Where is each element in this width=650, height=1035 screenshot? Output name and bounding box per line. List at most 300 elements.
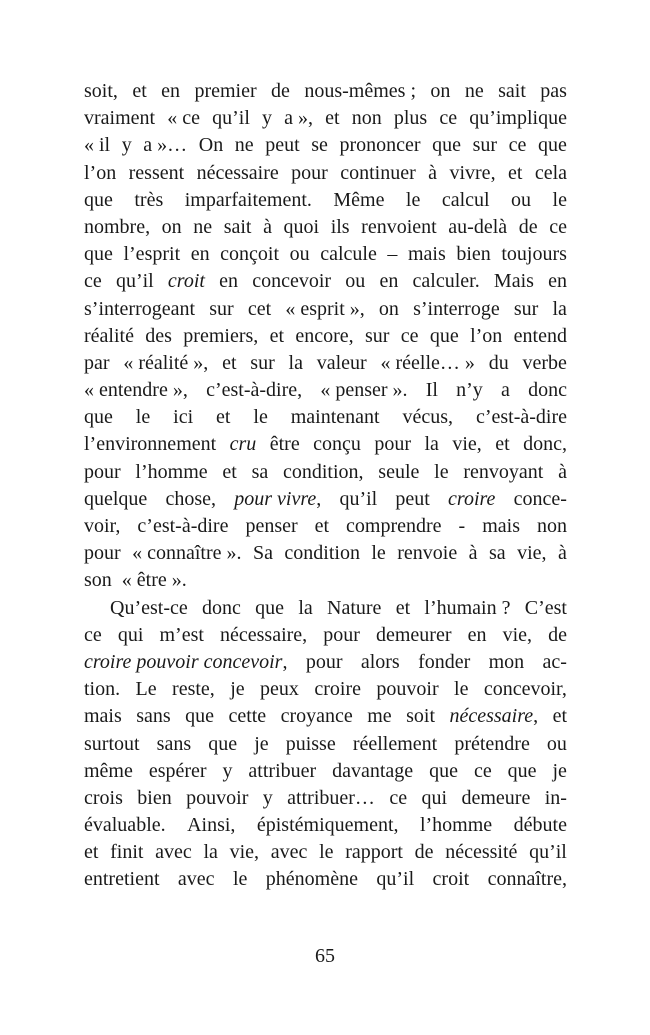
word: à xyxy=(557,542,567,565)
word-group xyxy=(397,540,457,567)
word-group xyxy=(283,459,364,486)
word-group xyxy=(426,377,438,404)
word: rapport xyxy=(345,841,403,864)
word: ici xyxy=(173,406,194,429)
text-line xyxy=(84,105,567,132)
word-group xyxy=(219,268,238,295)
word-group xyxy=(168,268,205,295)
word-group xyxy=(535,160,567,187)
word: davantage xyxy=(332,759,414,782)
word: condition, xyxy=(283,460,364,483)
word-group xyxy=(253,404,267,431)
text-line xyxy=(84,459,567,486)
word-group xyxy=(340,132,421,159)
word-group xyxy=(548,622,567,649)
word-group xyxy=(374,431,411,458)
word-group xyxy=(489,649,525,676)
word-group xyxy=(84,214,150,241)
word-group xyxy=(474,758,492,785)
word: toujours xyxy=(501,243,567,266)
word-group xyxy=(248,758,316,785)
word: reste, xyxy=(172,678,215,701)
word: sait xyxy=(223,215,252,238)
word: ac- xyxy=(542,650,567,673)
word-group xyxy=(84,105,155,132)
word-group xyxy=(263,785,273,812)
word-group xyxy=(270,431,300,458)
word: l’homme xyxy=(419,814,493,837)
word: c’est-à-dire xyxy=(137,515,229,537)
word: et xyxy=(222,351,237,374)
word-group xyxy=(118,622,144,649)
word: y xyxy=(121,134,132,157)
word-group xyxy=(378,459,419,486)
word: plus xyxy=(393,107,428,130)
word-group xyxy=(284,540,360,567)
word-group xyxy=(424,595,510,622)
word: , xyxy=(316,487,322,510)
word-group xyxy=(503,622,532,649)
word: attribuer… xyxy=(287,786,375,809)
word: vie, xyxy=(452,433,482,456)
word-group xyxy=(315,513,329,540)
word: le xyxy=(552,188,567,211)
word: pour xyxy=(323,623,360,646)
word-group xyxy=(137,785,171,812)
word: que xyxy=(538,134,567,157)
word: - xyxy=(458,515,466,537)
word-group xyxy=(352,105,382,132)
word-group xyxy=(395,486,429,513)
italic-word: nécessaire xyxy=(449,705,534,728)
word-group xyxy=(430,323,459,350)
word: maintenant xyxy=(290,406,380,429)
word-group xyxy=(84,160,116,187)
word: sait xyxy=(498,80,526,102)
word: voir, xyxy=(84,515,121,537)
word: c’est-à-dire, xyxy=(206,379,303,402)
word: calcul xyxy=(441,188,490,211)
word: on xyxy=(378,297,399,320)
word: demeure xyxy=(461,786,531,809)
word-group xyxy=(367,703,391,730)
word-group xyxy=(212,105,250,132)
word: Nature xyxy=(327,596,382,619)
word: sans xyxy=(156,732,192,755)
word-group xyxy=(514,486,567,513)
word-group xyxy=(143,132,187,159)
word: conçu xyxy=(313,433,361,456)
word: pouvoir xyxy=(376,678,439,701)
word-group xyxy=(514,812,567,839)
word: le xyxy=(135,406,151,429)
word-group xyxy=(220,241,279,268)
word: pas xyxy=(540,80,567,102)
word-group xyxy=(116,268,154,295)
word: Sa xyxy=(252,542,273,565)
word-group xyxy=(136,676,157,703)
word-group xyxy=(448,486,495,513)
word-group xyxy=(489,350,509,377)
word-group xyxy=(311,132,328,159)
word: à xyxy=(428,161,438,184)
word: cela xyxy=(534,161,567,184)
word: demeurer xyxy=(376,623,452,646)
word: ce xyxy=(84,623,102,646)
word-group xyxy=(346,513,442,540)
word: verbe xyxy=(522,351,567,374)
word-group xyxy=(270,323,284,350)
word-group xyxy=(291,404,380,431)
word: être xyxy=(269,433,300,456)
word: sur xyxy=(513,297,539,320)
word: de xyxy=(271,80,290,102)
word: Qu’est-ce xyxy=(110,596,188,619)
word-group xyxy=(376,676,438,703)
word-group xyxy=(461,785,530,812)
word-group xyxy=(345,839,403,866)
word: croyance xyxy=(280,705,353,728)
word-group xyxy=(271,839,308,866)
word-group xyxy=(149,758,207,785)
word-group xyxy=(136,404,150,431)
text-line xyxy=(84,785,567,812)
word-group xyxy=(456,377,483,404)
word-group xyxy=(459,513,466,540)
word-group xyxy=(538,132,567,159)
word-group xyxy=(286,731,336,758)
word-group xyxy=(454,731,530,758)
word: calculer. xyxy=(412,270,480,293)
word-group xyxy=(361,649,400,676)
word-group xyxy=(167,105,200,132)
word: des xyxy=(145,324,172,347)
word-group xyxy=(298,595,312,622)
word: surtout xyxy=(84,732,140,755)
word-group xyxy=(230,839,259,866)
word: a »… xyxy=(143,134,188,157)
word-group xyxy=(489,540,506,567)
word-group xyxy=(155,839,192,866)
word-group xyxy=(84,567,117,594)
word: s’interrogeant xyxy=(84,297,196,320)
word: « être ». xyxy=(121,569,187,592)
word-group xyxy=(408,241,446,268)
italic-word: croire pouvoir concevoir xyxy=(84,650,283,673)
text-line xyxy=(84,731,567,758)
word-group xyxy=(84,78,118,105)
word-group xyxy=(84,377,188,404)
word-group xyxy=(84,839,98,866)
word: la xyxy=(298,596,313,619)
text-line xyxy=(84,214,567,241)
word-group xyxy=(84,513,120,540)
word: vraiment xyxy=(84,107,156,130)
text-line xyxy=(84,132,567,159)
word: y xyxy=(262,107,273,130)
word: m’est xyxy=(159,623,204,646)
text-line xyxy=(84,595,567,622)
word: ressent xyxy=(128,161,185,184)
word: « connaître ». xyxy=(132,542,242,565)
word-group xyxy=(287,785,375,812)
word: mais xyxy=(407,243,446,266)
text-line xyxy=(84,486,567,513)
word: me xyxy=(367,705,392,728)
word-group xyxy=(469,540,478,567)
word-group xyxy=(208,731,237,758)
word-group xyxy=(553,703,567,730)
italic-word: croit xyxy=(167,270,205,293)
word: le xyxy=(371,542,386,565)
word-group xyxy=(470,323,502,350)
word-group xyxy=(415,839,434,866)
word: alors xyxy=(360,650,400,673)
word-group xyxy=(549,214,567,241)
word: pour xyxy=(84,542,121,565)
word: en xyxy=(161,80,181,102)
word: qu’il xyxy=(376,868,415,891)
word: à xyxy=(468,542,478,565)
word-group xyxy=(187,812,235,839)
word: pour xyxy=(291,161,328,184)
word: que xyxy=(255,596,285,619)
word: renvoient xyxy=(361,215,437,238)
word: penser xyxy=(245,515,298,537)
word: ce xyxy=(549,215,567,238)
body-text xyxy=(84,78,567,894)
word: seule xyxy=(378,460,420,483)
word-group xyxy=(166,486,217,513)
word-group xyxy=(331,214,350,241)
word-group xyxy=(253,540,273,567)
word-group xyxy=(281,703,353,730)
word-group xyxy=(230,431,257,458)
word: puisse xyxy=(285,732,336,755)
word-group xyxy=(448,214,507,241)
word: attribuer xyxy=(248,759,317,782)
word-group xyxy=(394,105,427,132)
word: ce xyxy=(400,324,419,347)
word-group xyxy=(250,350,274,377)
word-group xyxy=(418,649,470,676)
word-group xyxy=(463,459,543,486)
word: connaître, xyxy=(487,868,567,891)
word: vie, xyxy=(502,623,532,646)
word-group xyxy=(376,622,452,649)
word: le xyxy=(434,460,449,483)
word-group xyxy=(545,785,567,812)
word-group xyxy=(135,459,207,486)
word-group xyxy=(553,187,567,214)
italic-word: croire xyxy=(448,487,496,510)
word-group xyxy=(209,296,233,323)
word: n’y xyxy=(456,379,483,402)
word-group xyxy=(495,431,509,458)
word: l’homme xyxy=(135,460,208,483)
word-group xyxy=(84,866,160,893)
word: et xyxy=(507,161,523,184)
word: la xyxy=(552,297,567,320)
word: la xyxy=(203,841,218,864)
word: imparfaitement. xyxy=(184,188,312,211)
word: sa xyxy=(489,542,506,565)
word: mais xyxy=(84,705,122,728)
word: donc xyxy=(528,379,567,402)
word-group xyxy=(220,622,307,649)
word-group xyxy=(289,350,303,377)
word: que xyxy=(429,324,459,347)
word: et xyxy=(552,705,567,728)
word: peut xyxy=(265,134,300,157)
word-group xyxy=(132,78,146,105)
word: je xyxy=(230,678,245,701)
word-group xyxy=(161,78,180,105)
word-group xyxy=(371,540,385,567)
word: réellement xyxy=(352,732,438,755)
word: le xyxy=(454,678,469,701)
word-group xyxy=(134,187,163,214)
word-group xyxy=(517,540,546,567)
word: ce xyxy=(473,759,492,782)
word-group xyxy=(340,160,416,187)
word: sur xyxy=(472,134,498,157)
word: croit xyxy=(432,868,470,891)
word: et xyxy=(495,433,510,456)
word-group xyxy=(456,241,490,268)
word-group xyxy=(84,132,110,159)
word: par xyxy=(84,351,110,374)
word-group xyxy=(230,676,244,703)
word-group xyxy=(191,241,210,268)
word-group xyxy=(84,431,216,458)
word: prononcer xyxy=(339,134,421,157)
word: cette xyxy=(228,705,267,728)
word: Il xyxy=(425,379,438,402)
word: et xyxy=(216,406,231,429)
word-group xyxy=(314,676,361,703)
word-group xyxy=(262,105,272,132)
word: non xyxy=(536,515,567,537)
word: et xyxy=(314,515,330,537)
word-group xyxy=(454,676,468,703)
word: ou xyxy=(345,270,366,293)
word-group xyxy=(183,323,258,350)
word-group xyxy=(222,758,232,785)
word: l’on xyxy=(84,161,117,184)
word-group xyxy=(523,431,567,458)
word: l’on xyxy=(470,324,503,347)
word-group xyxy=(333,187,384,214)
word-group xyxy=(319,839,333,866)
word-group xyxy=(537,513,567,540)
word-group xyxy=(84,459,121,486)
word: même xyxy=(84,759,133,782)
word: nous-mêmes ; xyxy=(304,80,416,102)
word-group xyxy=(199,132,223,159)
word-group xyxy=(468,622,487,649)
word: « réalité », xyxy=(123,351,209,374)
word: débute xyxy=(513,814,567,837)
word: On xyxy=(198,134,224,157)
word: sur xyxy=(365,324,390,347)
word-group xyxy=(529,839,567,866)
word: Le xyxy=(135,678,157,701)
word: ce xyxy=(508,134,527,157)
text-line xyxy=(84,187,567,214)
text-line xyxy=(84,323,567,350)
word: ce xyxy=(84,270,102,293)
word: évaluable. xyxy=(84,814,166,837)
word: qu’implique xyxy=(469,107,567,130)
word: et xyxy=(84,841,99,864)
word-group xyxy=(132,540,241,567)
word: conçoit xyxy=(220,243,280,266)
text-line xyxy=(84,866,567,893)
word-group xyxy=(406,187,420,214)
word-group xyxy=(234,486,321,513)
text-line xyxy=(84,540,567,567)
word-group xyxy=(543,649,567,676)
word-group xyxy=(361,214,437,241)
word-group xyxy=(540,78,567,105)
word-group xyxy=(84,486,147,513)
word-group xyxy=(84,703,122,730)
text-line xyxy=(84,758,567,785)
word-group xyxy=(525,595,567,622)
word: donc, xyxy=(523,433,567,456)
word-group xyxy=(203,839,217,866)
word-group xyxy=(522,350,566,377)
word: « penser ». xyxy=(320,379,408,402)
word-group xyxy=(494,268,534,295)
word-group xyxy=(123,241,180,268)
word-group xyxy=(406,703,435,730)
word-group xyxy=(137,513,228,540)
word-group xyxy=(84,268,102,295)
italic-word: pour vivre xyxy=(234,487,317,510)
word: que xyxy=(185,705,214,728)
word-group xyxy=(202,595,241,622)
word: à xyxy=(558,460,567,483)
word-group xyxy=(284,214,320,241)
word-group xyxy=(528,377,567,404)
word-group xyxy=(482,513,520,540)
word: peux xyxy=(260,678,299,701)
word-group xyxy=(84,540,121,567)
word: concevoir xyxy=(252,270,332,293)
word-group xyxy=(122,567,192,594)
word: Même xyxy=(333,188,385,211)
word: continuer xyxy=(340,161,416,184)
word-group xyxy=(403,404,454,431)
word: concevoir, xyxy=(483,678,567,701)
word: en xyxy=(379,270,399,293)
word-group xyxy=(172,676,215,703)
word: qu’il xyxy=(339,487,378,510)
word: sur xyxy=(250,351,275,374)
word-group xyxy=(509,132,527,159)
word: nombre, xyxy=(84,215,151,238)
word: en xyxy=(548,270,567,293)
word: finit xyxy=(110,841,144,864)
word: sa xyxy=(251,460,269,483)
word: quelque xyxy=(84,487,148,510)
word-group xyxy=(122,132,132,159)
word-group xyxy=(252,459,269,486)
word: l’esprit xyxy=(123,243,181,266)
word-group xyxy=(248,296,271,323)
